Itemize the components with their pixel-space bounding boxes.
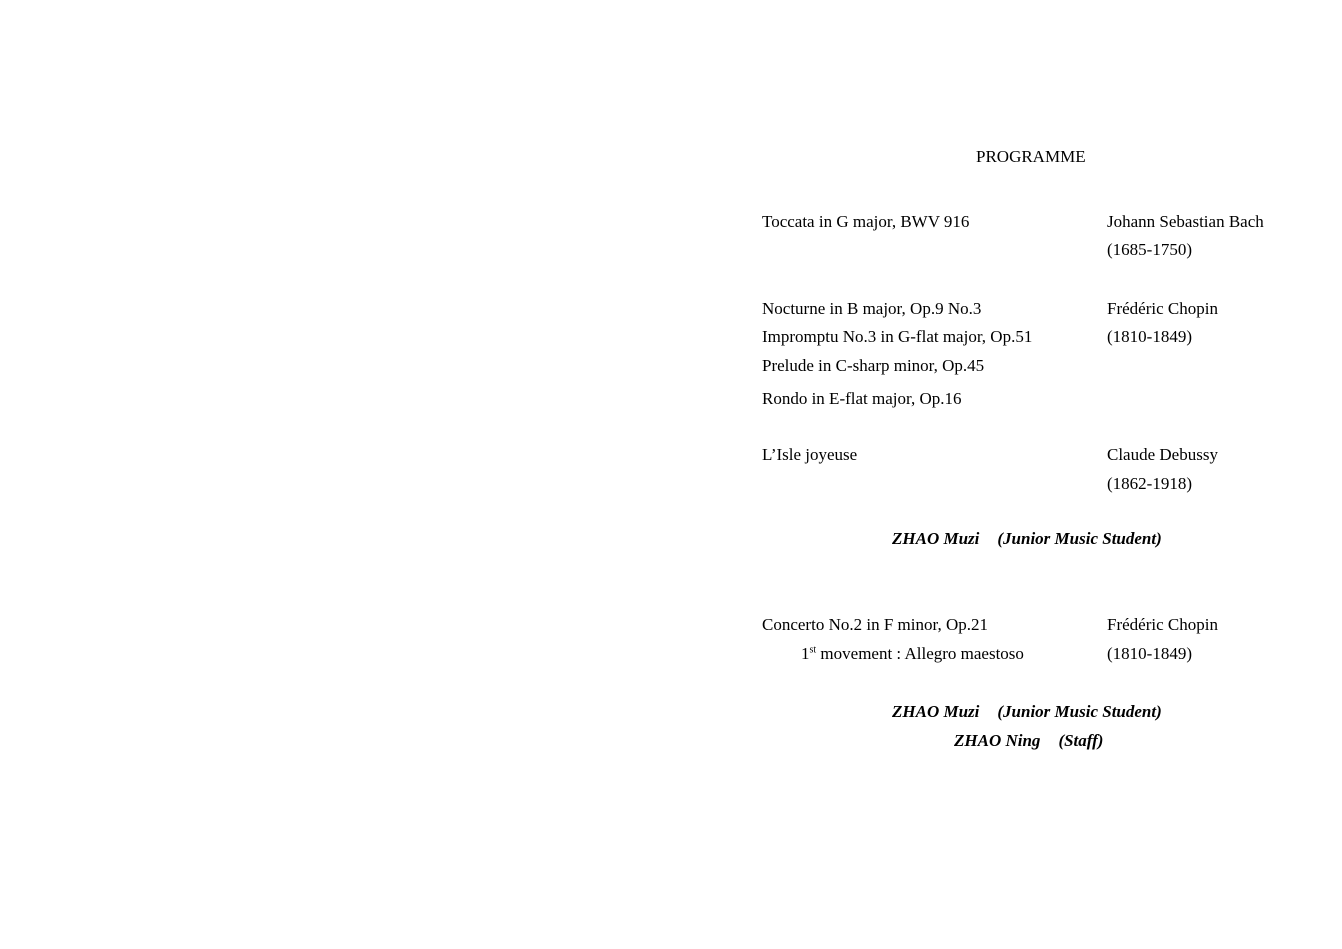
performer-line [892, 530, 1162, 547]
work-prelude: Prelude in C-sharp minor, Op.45 [762, 356, 985, 375]
performer-role: (Staff) [1058, 731, 1104, 750]
movement-text: movement : Allegro maestoso [816, 644, 1024, 663]
performer-line [892, 703, 1162, 720]
work-isle-joyeuse: L’Isle joyeuse [762, 445, 858, 464]
performer-name: ZHAO Muzi [892, 702, 980, 721]
composer-bach: Johann Sebastian Bach [1107, 212, 1264, 231]
programme-title: PROGRAMME [976, 147, 1086, 166]
performer-role: (Junior Music Student) [997, 529, 1162, 548]
performer-line [954, 732, 1103, 749]
dates-chopin: (1810-1849) [1107, 327, 1192, 346]
composer-chopin: Frédéric Chopin [1107, 299, 1218, 318]
movement-ordinal-suffix: st [809, 644, 817, 656]
dates-bach: (1685-1750) [1107, 240, 1192, 259]
work-rondo: Rondo in E-flat major, Op.16 [762, 389, 962, 408]
dates-chopin-concerto: (1810-1849) [1107, 644, 1192, 663]
work-toccata: Toccata in G major, BWV 916 [762, 212, 970, 231]
work-impromptu: Impromptu No.3 in G-flat major, Op.51 [762, 327, 1033, 346]
performer-role: (Junior Music Student) [997, 702, 1162, 721]
composer-debussy: Claude Debussy [1107, 445, 1218, 464]
work-nocturne: Nocturne in B major, Op.9 No.3 [762, 299, 982, 318]
composer-chopin-concerto: Frédéric Chopin [1107, 615, 1218, 634]
dates-debussy: (1862-1918) [1107, 474, 1192, 493]
movement-number: 1 [801, 644, 810, 663]
concerto-movement [801, 645, 1024, 662]
performer-name: ZHAO Ning [954, 731, 1041, 750]
performer-name: ZHAO Muzi [892, 529, 980, 548]
work-concerto: Concerto No.2 in F minor, Op.21 [762, 615, 988, 634]
